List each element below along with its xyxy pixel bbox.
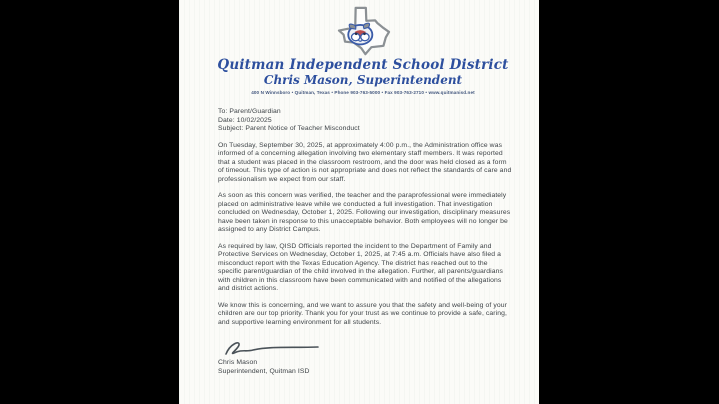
to-line: To: Parent/Guardian <box>218 108 281 115</box>
letter-body <box>218 108 512 376</box>
subject-line: Subject: Parent Notice of Teacher Misconduct <box>218 125 360 132</box>
district-title: Quitman Independent School District <box>217 57 509 73</box>
signature-title: Superintendent, Quitman ISD <box>218 367 310 375</box>
paragraph-4: We know this is concerning, and we want to assure you that the safety and well-being of your children are our top priority. Thank you for your trust as we continue to provide a safe, caring, and supportive learning environment for all students. <box>218 301 508 326</box>
paragraph-3: As required by law, QISD Officials reported the incident to the Department of Family and Protective Services on Wednesday, October 1, 2025, at 7:45 a.m. Officials have also filed a misconduct report with the Texas Education Agency. The district has reached out to the specific parent/guardian of the child involved in the allegation. Further, all parents/guardians with children in this classroom have been communicated with and notified of the allegations and district actions. <box>218 242 504 292</box>
superintendent-line: Chris Mason, Superintendent <box>263 73 463 87</box>
letterhead <box>179 0 539 96</box>
paragraph-2: As soon as this concern was verified, the teacher and the paraprofessional were immediately placed on administrative leave while we conducted a full investigation. That investigation concluded on Wednesday, October 1, 2025. Following our investigation, disciplinary measures have been taken in response to this unacceptable behavior. Both employees will no longer be assigned to any District Campus. <box>218 192 511 233</box>
paragraph-1: On Tuesday, September 30, 2025, at approximately 4:00 p.m., the Administration office was informed of a concerning allegation involving two elementary staff members. It was reported that a student was placed in the classroom restroom, and the door was held closed as a form of timeout. This type of action is not appropriate and does not reflect the standards of care and professionalism we expect from our staff. <box>218 141 512 183</box>
texas-bulldog-logo-icon <box>336 6 392 56</box>
signature-scribble-icon <box>220 337 330 359</box>
letter-paper <box>179 0 539 404</box>
letter-meta <box>218 108 512 134</box>
signature-block <box>218 337 512 376</box>
district-logo <box>179 6 539 56</box>
date-line: Date: 10/02/2025 <box>218 116 272 124</box>
signature-name: Chris Mason <box>218 359 258 366</box>
address-line: 400 N Winnsboro • Quitman, Texas • Phone 903-763-5000 • Fax 903-763-2710 • www.quitmanisd.net <box>251 90 475 95</box>
